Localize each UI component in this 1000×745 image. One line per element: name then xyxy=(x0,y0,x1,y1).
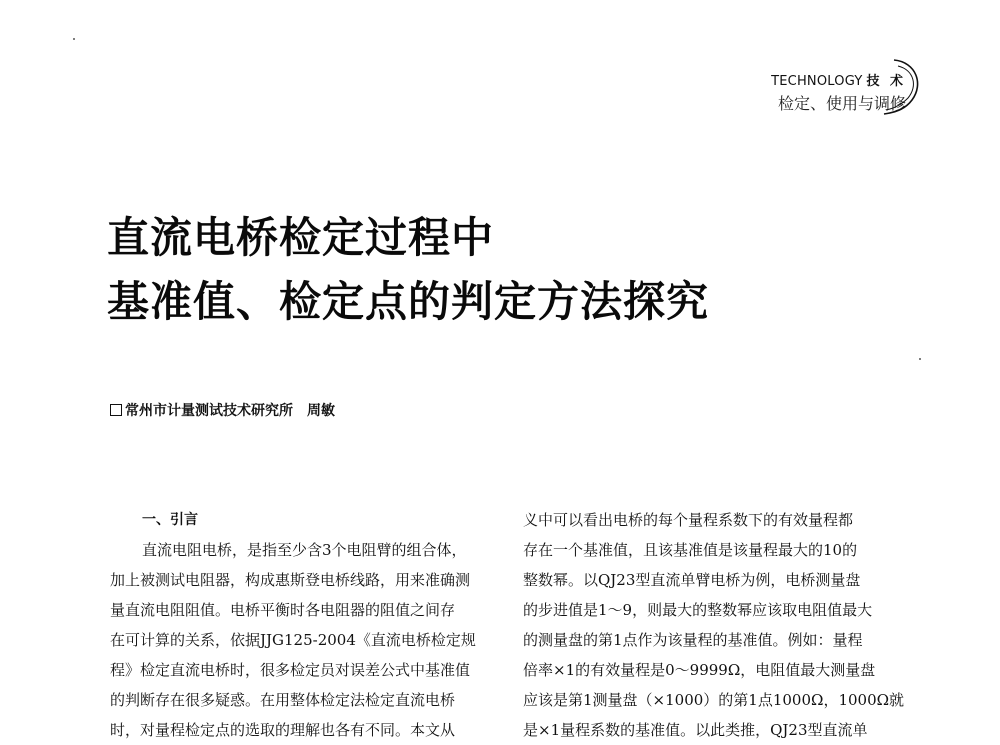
paragraph-line: 量直流电阻阻值。电桥平衡时各电阻器的阻值之间存 xyxy=(110,601,456,619)
left-column xyxy=(110,505,494,745)
author-affiliation: 常州市计量测试技术研究所 xyxy=(125,403,293,419)
section-heading-introduction: 一、引言 xyxy=(142,512,198,528)
paragraph-line: 加上被测试电阻器，构成惠斯登电桥线路，用来准确测 xyxy=(110,571,471,589)
paragraph-line: 的步进值是1～9，则最大的整数幂应该取电阻值最大 xyxy=(523,601,873,619)
paragraph-line: 在可计算的关系，依据JJG125-2004《直流电桥检定规 xyxy=(110,631,476,649)
scan-speck xyxy=(919,358,921,360)
paragraph-line: 应该是第1测量盘（×1000）的第1点1000Ω，1000Ω就 xyxy=(523,691,905,709)
title-line-2: 基准值、检定点的判定方法探究 xyxy=(107,277,710,326)
swoosh-ornament-icon xyxy=(854,52,924,122)
paragraph-line: 的测量盘的第1点作为该量程的基准值。例如：量程 xyxy=(523,631,863,649)
title-line-1: 直流电桥检定过程中 xyxy=(107,213,495,262)
paragraph-line: 义中可以看出电桥的每个量程系数下的有效量程都 xyxy=(523,511,854,529)
paragraph-line: 存在一个基准值，且该基准值是该量程最大的10的 xyxy=(523,541,858,559)
paragraph-line: 直流电阻电桥，是指至少含3个电阻臂的组合体， xyxy=(142,541,467,559)
right-column xyxy=(523,505,913,745)
scan-speck xyxy=(73,38,75,40)
paragraph-line: 整数幂。以QJ23型直流单臂电桥为例，电桥测量盘 xyxy=(523,571,861,589)
paragraph-line: 是×1量程系数的基准值。以此类推，QJ23型直流单 xyxy=(523,721,868,739)
section-tag-cn: 技 术 xyxy=(866,74,906,89)
paragraph-line: 倍率×1的有效量程是0～9999Ω，电阻值最大测量盘 xyxy=(523,661,876,679)
author-line xyxy=(110,400,335,420)
paragraph-line: 时，对量程检定点的选取的理解也各有不同。本文从 xyxy=(110,721,456,739)
subsection-label: 检定、使用与调修 xyxy=(777,94,906,113)
paragraph-line: 程》检定直流电桥时，很多检定员对误差公式中基准值 xyxy=(110,661,471,679)
checkbox-square-icon xyxy=(110,404,122,416)
section-tag-en: TECHNOLOGY xyxy=(771,74,863,89)
article-title xyxy=(107,206,709,334)
author-name: 周敏 xyxy=(307,403,335,419)
paragraph-line: 的判断存在很多疑惑。在用整体检定法检定直流电桥 xyxy=(110,691,456,709)
